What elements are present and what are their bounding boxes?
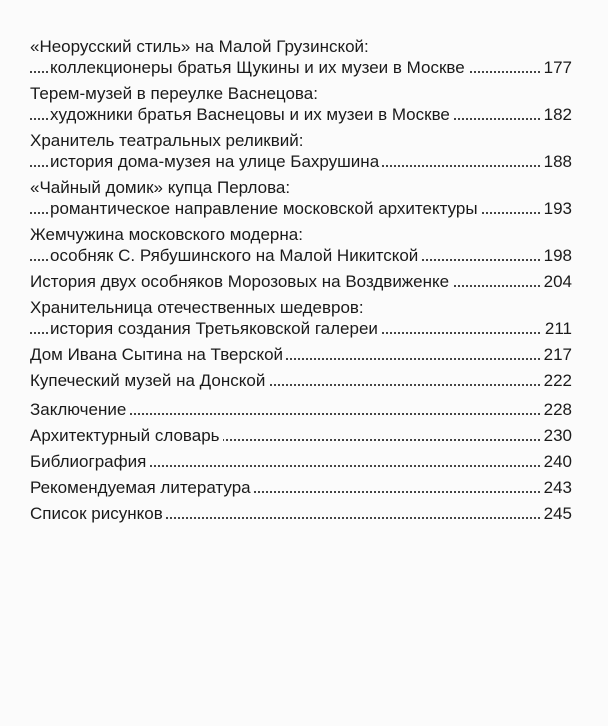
toc-entry[interactable] <box>30 344 572 365</box>
toc-entry[interactable] <box>30 503 572 524</box>
toc-entry-text: история создания Третьяковской галереи <box>50 319 381 338</box>
toc-entry-title <box>30 36 572 57</box>
toc-entry-subtitle <box>30 245 572 266</box>
toc-entry-text: Дом Ивана Сытина на Тверской <box>30 345 286 364</box>
toc-entry[interactable] <box>30 451 572 472</box>
toc-entry-title <box>30 83 572 104</box>
toc-entry-text: романтическое направление московской архитектуры <box>50 199 481 218</box>
toc-entry-text: Список рисунков <box>30 504 166 523</box>
toc-entry-text: Хранитель театральных реликвий: <box>30 131 307 150</box>
toc-entry-subtitle <box>30 318 572 339</box>
toc-entry-title <box>30 297 572 318</box>
toc-entry-subtitle <box>30 151 572 172</box>
toc-entry-title <box>30 130 572 151</box>
toc-entry[interactable] <box>30 83 572 125</box>
toc-entry-text: особняк С. Рябушинского на Малой Никитской <box>50 246 421 265</box>
toc-entry-subtitle <box>30 198 572 219</box>
toc-entry-text: История двух особняков Морозовых на Воздвиженке <box>30 272 452 291</box>
toc-entry-text: история дома-музея на улице Бахрушина <box>50 152 382 171</box>
toc-entry-text: Терем-музей в переулке Васнецова: <box>30 84 321 103</box>
table-of-contents <box>30 36 572 529</box>
toc-entry-title <box>30 451 572 472</box>
toc-entry[interactable] <box>30 36 572 78</box>
toc-page-number: 188 <box>541 151 572 172</box>
toc-entry-text: Рекомендуемая литература <box>30 478 254 497</box>
toc-entry[interactable] <box>30 224 572 266</box>
toc-page-number: 211 <box>542 318 572 339</box>
toc-entry-text: Заключение <box>30 400 129 419</box>
toc-entry[interactable] <box>30 425 572 446</box>
toc-entry-title <box>30 370 572 391</box>
toc-entry-subtitle <box>30 57 572 78</box>
toc-entry-text: Библиография <box>30 452 149 471</box>
toc-entry-title <box>30 344 572 365</box>
toc-entry-title <box>30 477 572 498</box>
toc-page-number: 198 <box>541 245 572 266</box>
toc-entry-text: коллекционеры братья Щукины и их музеи в Москве <box>50 58 468 77</box>
toc-entry[interactable] <box>30 130 572 172</box>
toc-entry-subtitle <box>30 104 572 125</box>
toc-entry-text: Хранительница отечественных шедевров: <box>30 298 367 317</box>
toc-entry-text: Купеческий музей на Донской <box>30 371 268 390</box>
toc-page-number: 240 <box>541 451 572 472</box>
toc-entry-title <box>30 271 572 292</box>
toc-page-number: 177 <box>541 57 572 78</box>
toc-page-number: 222 <box>541 370 572 391</box>
toc-page-number: 182 <box>541 104 572 125</box>
toc-entry[interactable] <box>30 177 572 219</box>
toc-entry[interactable] <box>30 271 572 292</box>
toc-page-number: 204 <box>541 271 572 292</box>
toc-entry[interactable] <box>30 399 572 420</box>
toc-page-number: 228 <box>541 399 572 420</box>
toc-page-number: 245 <box>541 503 572 524</box>
toc-entry-text: Архитектурный словарь <box>30 426 223 445</box>
toc-page-number: 230 <box>541 425 572 446</box>
toc-entry[interactable] <box>30 297 572 339</box>
toc-page-number: 217 <box>541 344 572 365</box>
toc-entry-title <box>30 224 572 245</box>
toc-entry[interactable] <box>30 370 572 391</box>
toc-page-number: 193 <box>541 198 572 219</box>
toc-entry-text: «Неорусский стиль» на Малой Грузинской: <box>30 37 372 56</box>
toc-page-number: 243 <box>541 477 572 498</box>
toc-entry-text: Жемчужина московского модерна: <box>30 225 306 244</box>
toc-entry[interactable] <box>30 477 572 498</box>
toc-entry-title <box>30 503 572 524</box>
toc-entry-text: «Чайный домик» купца Перлова: <box>30 178 293 197</box>
toc-entry-title <box>30 425 572 446</box>
toc-entry-text: художники братья Васнецовы и их музеи в Москве <box>50 105 453 124</box>
toc-entry-title <box>30 177 572 198</box>
toc-entry-title <box>30 399 572 420</box>
